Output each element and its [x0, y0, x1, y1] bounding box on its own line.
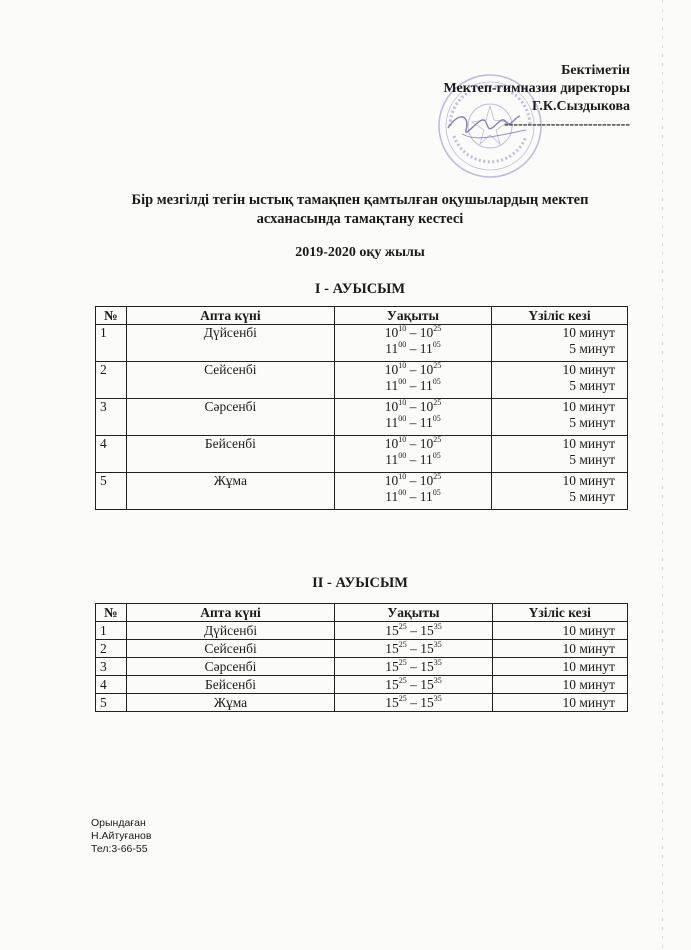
table-header-row	[96, 307, 628, 325]
row-break: 10 минут	[492, 694, 628, 712]
row-time	[335, 436, 492, 473]
table-row	[96, 473, 628, 510]
time-end-minute: 25	[433, 360, 442, 370]
time-separator: –	[406, 489, 420, 504]
time-end-hour: 11	[419, 341, 433, 356]
time-start-minute: 10	[398, 323, 407, 333]
table-row	[96, 399, 628, 436]
time-end-minute: 05	[432, 413, 441, 423]
header-day: Апта күні	[126, 604, 335, 622]
header-num: №	[96, 604, 127, 622]
time-range	[339, 362, 487, 378]
time-start-hour: 11	[385, 378, 399, 393]
break-second: 5 минут	[569, 341, 615, 356]
row-num: 1	[96, 622, 127, 640]
shift-1-table	[95, 306, 628, 510]
time-separator: –	[406, 473, 420, 488]
header-day: Апта күні	[126, 307, 334, 325]
time-start-minute: 10	[398, 434, 407, 444]
time-end-minute: 05	[432, 450, 441, 460]
table-header-row	[96, 604, 628, 622]
row-break	[491, 399, 627, 436]
table-row	[96, 676, 628, 694]
time-end-hour: 15	[420, 677, 434, 692]
time-range	[339, 378, 487, 394]
time-start-minute: 00	[398, 450, 407, 460]
row-time	[335, 325, 492, 362]
row-day: Сәрсенбі	[126, 399, 334, 436]
time-separator: –	[406, 378, 420, 393]
time-separator: –	[406, 362, 420, 377]
break-first: 10 минут	[562, 473, 615, 488]
time-start-hour: 11	[385, 452, 399, 467]
time-separator: –	[406, 341, 420, 356]
row-day: Дүйсенбі	[126, 622, 335, 640]
table-row	[96, 325, 628, 362]
shift-2-table	[95, 603, 628, 712]
table-row	[96, 658, 628, 676]
row-day: Сейсенбі	[126, 640, 335, 658]
time-end-minute: 25	[433, 434, 442, 444]
shift-2-heading: II - АУЫСЫМ	[312, 575, 408, 591]
time-end-minute: 25	[433, 323, 442, 333]
time-end-hour: 11	[419, 452, 433, 467]
time-start-hour: 15	[385, 677, 399, 692]
time-separator: –	[406, 641, 421, 656]
row-time	[335, 676, 492, 694]
header-break: Үзіліс кезі	[492, 604, 628, 622]
row-time	[335, 362, 492, 399]
time-start-minute: 25	[398, 675, 407, 685]
time-end-minute: 35	[433, 693, 442, 703]
title-line-1: Бір мезгілді тегін ыстық тамақпен қамтылған оқушылардың мектеп	[131, 192, 589, 208]
time-start-minute: 00	[398, 487, 407, 497]
time-end-minute: 35	[433, 621, 442, 631]
row-break	[491, 362, 627, 399]
time-start-hour: 10	[384, 473, 399, 488]
time-separator: –	[406, 436, 420, 451]
time-separator: –	[406, 452, 420, 467]
time-end-minute: 25	[433, 471, 442, 481]
time-start-minute: 25	[398, 621, 407, 631]
time-end-minute: 05	[432, 376, 441, 386]
header-break: Үзіліс кезі	[491, 307, 627, 325]
time-start-minute: 10	[398, 471, 407, 481]
time-separator: –	[406, 399, 420, 414]
time-end-hour: 10	[419, 399, 434, 414]
academic-year: 2019-2020 оқу жылы	[295, 245, 425, 260]
time-start-hour: 10	[384, 325, 399, 340]
time-range	[339, 640, 487, 657]
time-start-hour: 15	[385, 659, 399, 674]
row-time	[335, 658, 492, 676]
time-end-hour: 15	[420, 623, 434, 638]
row-time	[335, 622, 492, 640]
header-num: №	[96, 307, 127, 325]
row-num: 4	[96, 436, 127, 473]
signature-line: ---------------------------	[504, 117, 630, 132]
footer-contact	[91, 817, 151, 856]
row-time	[335, 399, 492, 436]
time-range	[339, 452, 487, 468]
row-num: 5	[96, 694, 127, 712]
time-range	[339, 694, 487, 711]
time-start-minute: 00	[398, 413, 407, 423]
time-end-hour: 11	[419, 378, 433, 393]
time-range	[339, 399, 487, 415]
time-end-minute: 05	[432, 339, 441, 349]
row-break: 10 минут	[492, 622, 628, 640]
time-range	[339, 473, 487, 489]
break-second: 5 минут	[569, 452, 615, 467]
time-start-hour: 11	[385, 341, 399, 356]
time-separator: –	[406, 415, 420, 430]
time-end-minute: 35	[433, 657, 442, 667]
time-start-hour: 10	[384, 362, 399, 377]
table-row	[96, 622, 628, 640]
footer-line-3: Тел:3-66-55	[91, 843, 148, 855]
time-start-minute: 25	[398, 639, 407, 649]
time-range	[339, 676, 487, 693]
time-separator: –	[406, 677, 421, 692]
time-end-hour: 10	[419, 436, 434, 451]
row-num: 2	[96, 640, 127, 658]
time-start-minute: 00	[398, 376, 407, 386]
time-end-hour: 15	[420, 695, 434, 710]
row-num: 1	[96, 325, 127, 362]
time-range	[339, 622, 487, 639]
time-start-hour: 15	[385, 695, 399, 710]
time-end-hour: 15	[420, 659, 434, 674]
row-break: 10 минут	[492, 658, 628, 676]
time-range	[339, 489, 487, 505]
table-row	[96, 362, 628, 399]
time-end-hour: 10	[419, 362, 434, 377]
approval-block	[443, 62, 630, 134]
time-start-minute: 10	[398, 360, 407, 370]
time-start-minute: 10	[398, 397, 407, 407]
break-first: 10 минут	[562, 325, 615, 340]
time-separator: –	[406, 623, 421, 638]
time-start-hour: 10	[384, 399, 399, 414]
time-end-hour: 15	[420, 641, 434, 656]
time-end-minute: 05	[432, 487, 441, 497]
approval-line-1: Бектіметін	[561, 63, 630, 78]
row-day: Сәрсенбі	[126, 658, 335, 676]
row-num: 5	[96, 473, 127, 510]
table-row	[96, 640, 628, 658]
row-time	[335, 473, 492, 510]
document-title	[90, 191, 630, 229]
row-day: Бейсенбі	[126, 436, 334, 473]
header-time: Уақыты	[335, 604, 492, 622]
title-line-2: асханасында тамақтану кестесі	[256, 211, 464, 227]
table-row	[96, 694, 628, 712]
table-row	[96, 436, 628, 473]
time-separator: –	[406, 695, 421, 710]
row-break	[491, 325, 627, 362]
header-time: Уақыты	[335, 307, 492, 325]
time-range	[339, 415, 487, 431]
approval-line-2: Мектеп-гимназия директоры	[443, 81, 630, 96]
row-num: 3	[96, 399, 127, 436]
time-start-minute: 25	[398, 657, 407, 667]
footer-line-2: Н.Айтуғанов	[91, 830, 152, 842]
row-break	[491, 436, 627, 473]
break-second: 5 минут	[569, 378, 615, 393]
approval-line-3: Г.К.Сыздыкова	[532, 99, 630, 114]
break-first: 10 минут	[562, 399, 615, 414]
time-range	[339, 341, 487, 357]
row-num: 2	[96, 362, 127, 399]
row-day: Жұма	[126, 694, 335, 712]
time-start-hour: 15	[385, 623, 399, 638]
row-num: 3	[96, 658, 127, 676]
time-end-minute: 35	[433, 675, 442, 685]
time-start-hour: 11	[385, 489, 399, 504]
row-day: Бейсенбі	[126, 676, 335, 694]
footer-line-1: Орындаған	[91, 817, 146, 829]
row-break: 10 минут	[492, 676, 628, 694]
break-second: 5 минут	[569, 489, 615, 504]
row-break	[491, 473, 627, 510]
time-start-minute: 25	[398, 693, 407, 703]
time-range	[339, 325, 487, 341]
break-first: 10 минут	[562, 436, 615, 451]
time-start-hour: 10	[384, 436, 399, 451]
row-day: Жұма	[126, 473, 334, 510]
time-separator: –	[406, 325, 420, 340]
row-day: Дүйсенбі	[126, 325, 334, 362]
time-end-hour: 11	[419, 415, 433, 430]
row-time	[335, 694, 492, 712]
time-start-hour: 11	[385, 415, 399, 430]
time-range	[339, 436, 487, 452]
row-day: Сейсенбі	[126, 362, 334, 399]
break-second: 5 минут	[569, 415, 615, 430]
row-num: 4	[96, 676, 127, 694]
time-end-hour: 11	[419, 489, 433, 504]
time-end-hour: 10	[419, 473, 434, 488]
time-end-hour: 10	[419, 325, 434, 340]
time-range	[339, 658, 487, 675]
margin-perforation	[662, 0, 663, 950]
time-end-minute: 35	[433, 639, 442, 649]
time-separator: –	[406, 659, 421, 674]
row-break: 10 минут	[492, 640, 628, 658]
time-start-hour: 15	[385, 641, 399, 656]
shift-1-heading: I - АУЫСЫМ	[314, 281, 406, 297]
break-first: 10 минут	[562, 362, 615, 377]
time-start-minute: 00	[398, 339, 407, 349]
row-time	[335, 640, 492, 658]
time-end-minute: 25	[433, 397, 442, 407]
